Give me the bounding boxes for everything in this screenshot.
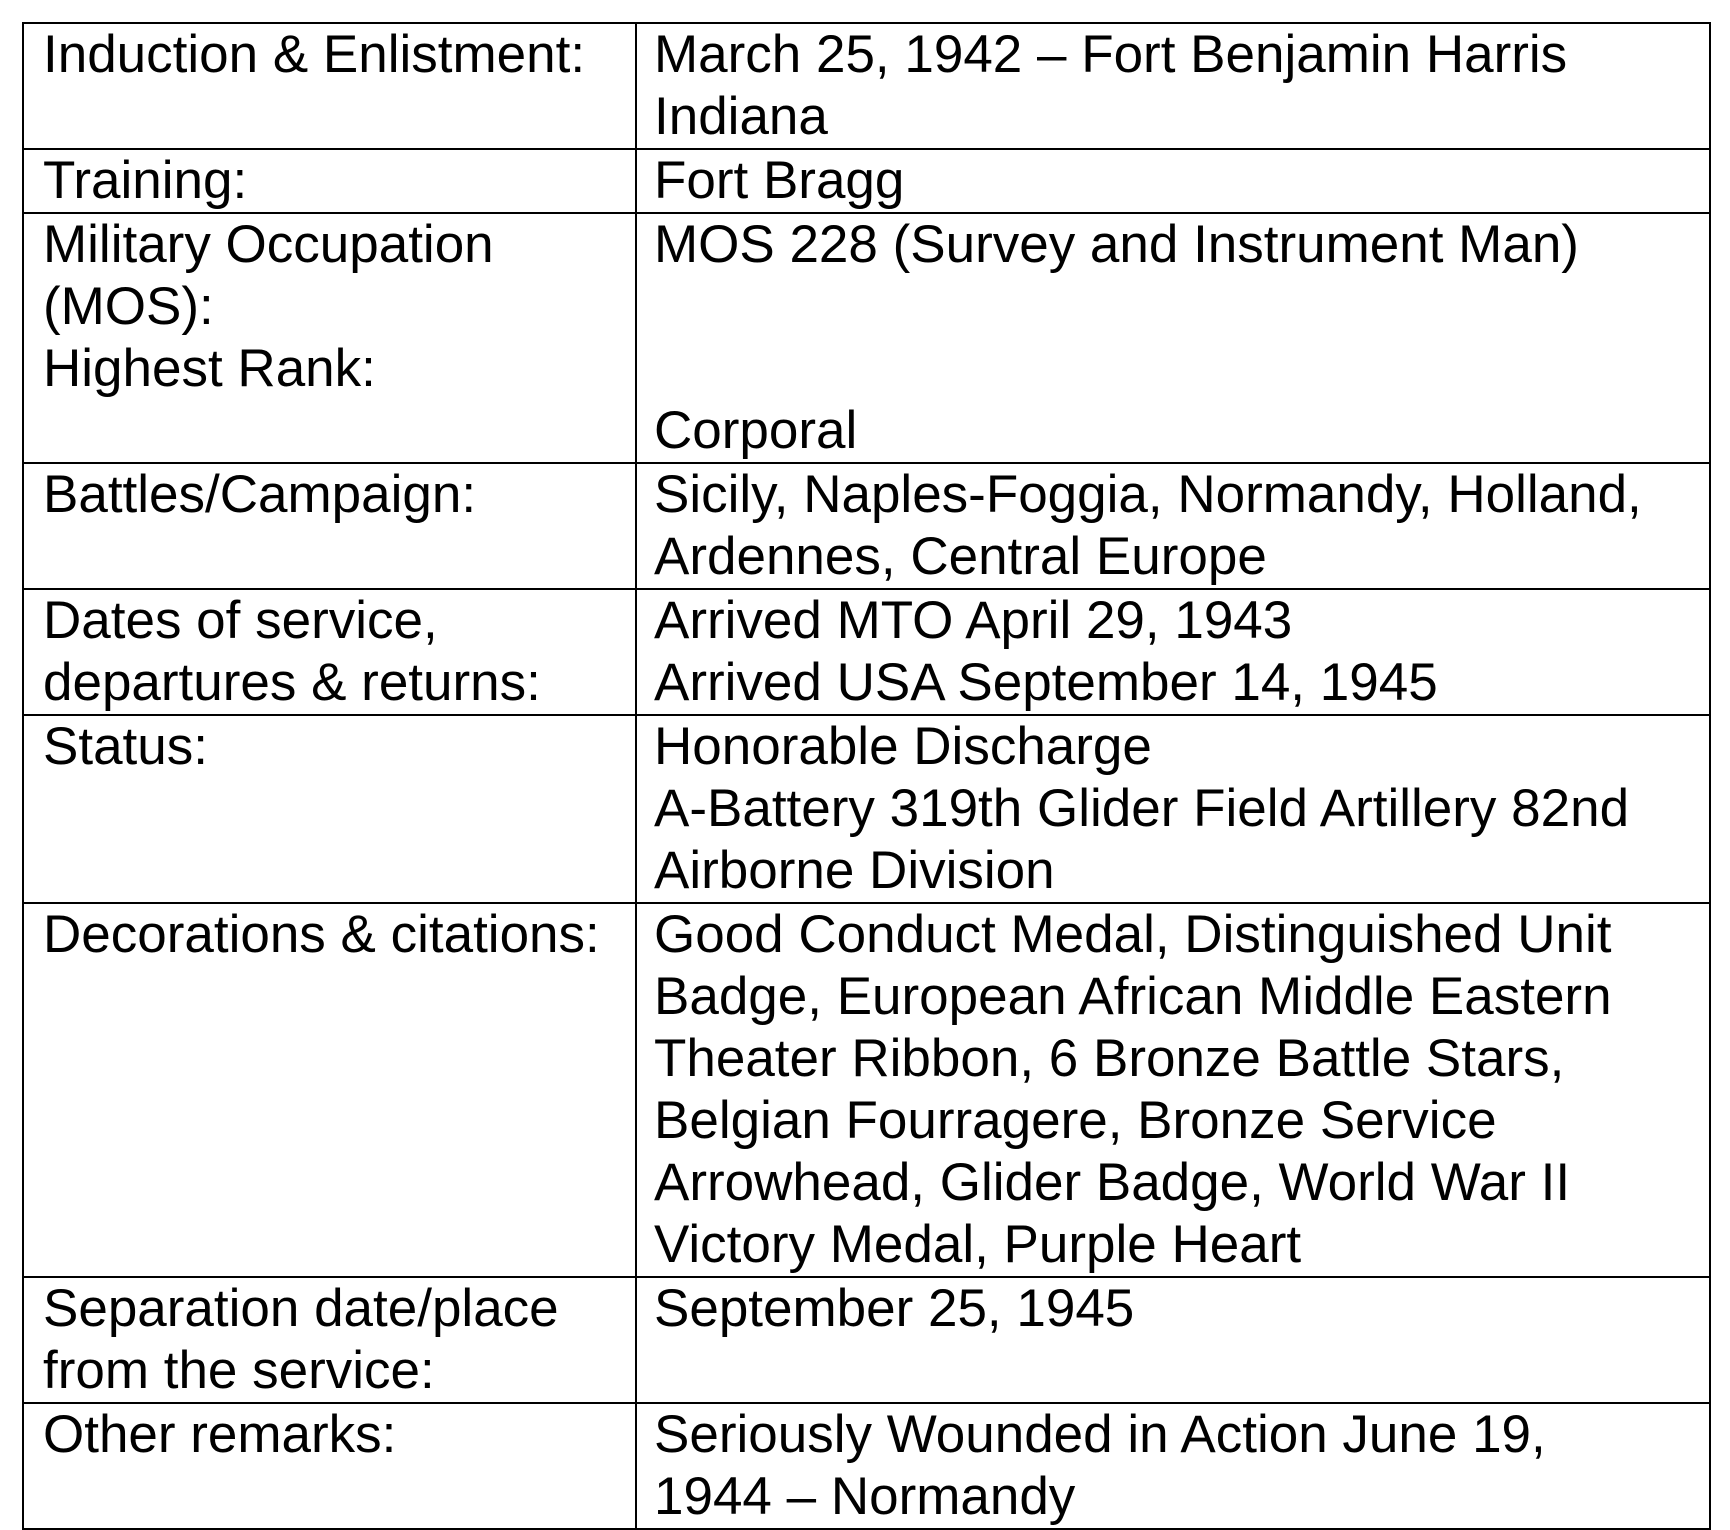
row-label: Induction & Enlistment: <box>23 23 636 149</box>
row-value: March 25, 1942 – Fort Benjamin Harris Indiana <box>636 23 1710 149</box>
row-value: Fort Bragg <box>636 149 1710 213</box>
table-row-decorations <box>23 903 1710 1277</box>
row-value: Sicily, Naples-Foggia, Normandy, Holland, Ardennes, Central Europe <box>636 463 1710 589</box>
row-label: Status: <box>23 715 636 903</box>
table-row-dates <box>23 589 1710 715</box>
row-label: Military Occupation (MOS): Highest Rank: <box>23 213 636 463</box>
row-value: Arrived MTO April 29, 1943 Arrived USA September 14, 1945 <box>636 589 1710 715</box>
row-value: MOS 228 (Survey and Instrument Man) Corporal <box>636 213 1710 463</box>
row-label: Training: <box>23 149 636 213</box>
row-label: Other remarks: <box>23 1403 636 1529</box>
table-row-training <box>23 149 1710 213</box>
table-row-separation <box>23 1277 1710 1403</box>
table-row-battles <box>23 463 1710 589</box>
row-label: Battles/Campaign: <box>23 463 636 589</box>
row-value: Honorable Discharge A-Battery 319th Glider Field Artillery 82nd Airborne Division <box>636 715 1710 903</box>
table-row-remarks <box>23 1403 1710 1529</box>
row-value: Seriously Wounded in Action June 19, 1944 – Normandy <box>636 1403 1710 1529</box>
row-label: Dates of service, departures & returns: <box>23 589 636 715</box>
row-label: Decorations & citations: <box>23 903 636 1277</box>
row-value: September 25, 1945 <box>636 1277 1710 1403</box>
row-label: Separation date/place from the service: <box>23 1277 636 1403</box>
table-row-mos-rank <box>23 213 1710 463</box>
table-row-status <box>23 715 1710 903</box>
service-record-table <box>22 22 1711 1530</box>
row-value: Good Conduct Medal, Distinguished Unit Badge, European African Middle Eastern Theater Ribbon, 6 Bronze Battle Stars, Belgian Fourragere, Bronze Service Arrowhead, Glider Badge, World War II Victory Medal, Purple Heart <box>636 903 1710 1277</box>
table-row-induction <box>23 23 1710 149</box>
